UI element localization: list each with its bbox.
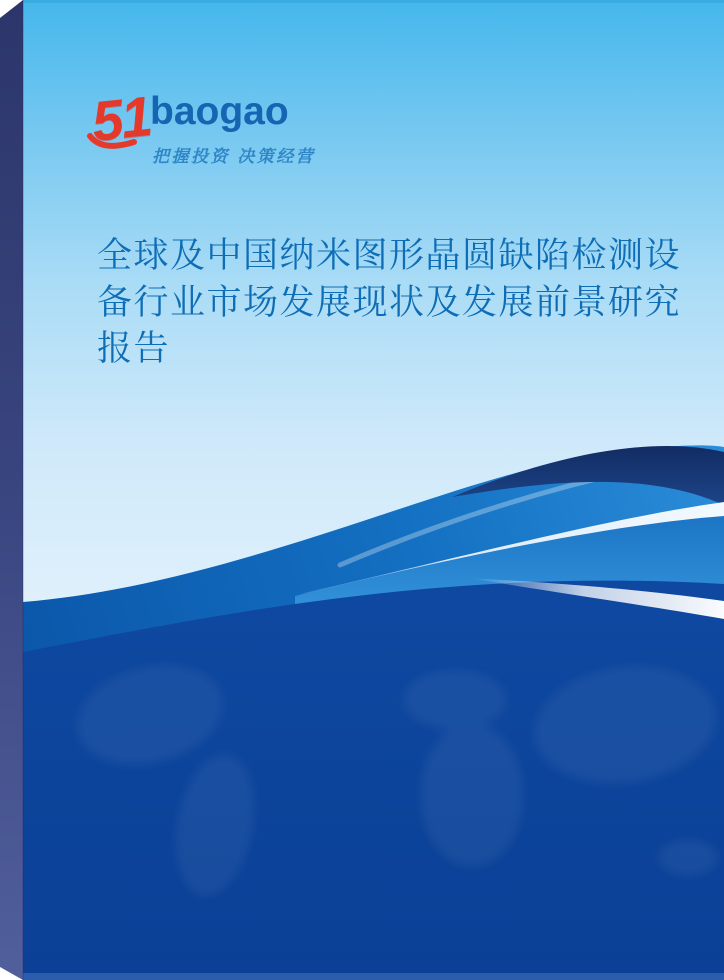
report-title-line-2: 备行业市场发展现状及发展前景研究 xyxy=(97,282,682,322)
report-title-line-3: 报告 xyxy=(97,329,171,368)
report-title xyxy=(97,233,687,373)
logo-name: baogao xyxy=(150,90,289,133)
book-spine xyxy=(0,0,23,980)
logo-tagline: 把握投资 决策经营 xyxy=(152,147,316,166)
report-title-line-1: 全球及中国纳米图形晶圆缺陷检测设 xyxy=(97,236,682,275)
logo-51-icon: 51 xyxy=(88,84,154,153)
page-bottom-edge xyxy=(23,973,724,980)
logo-swoosh-icon xyxy=(86,130,140,154)
cover-top-edge xyxy=(23,0,724,3)
